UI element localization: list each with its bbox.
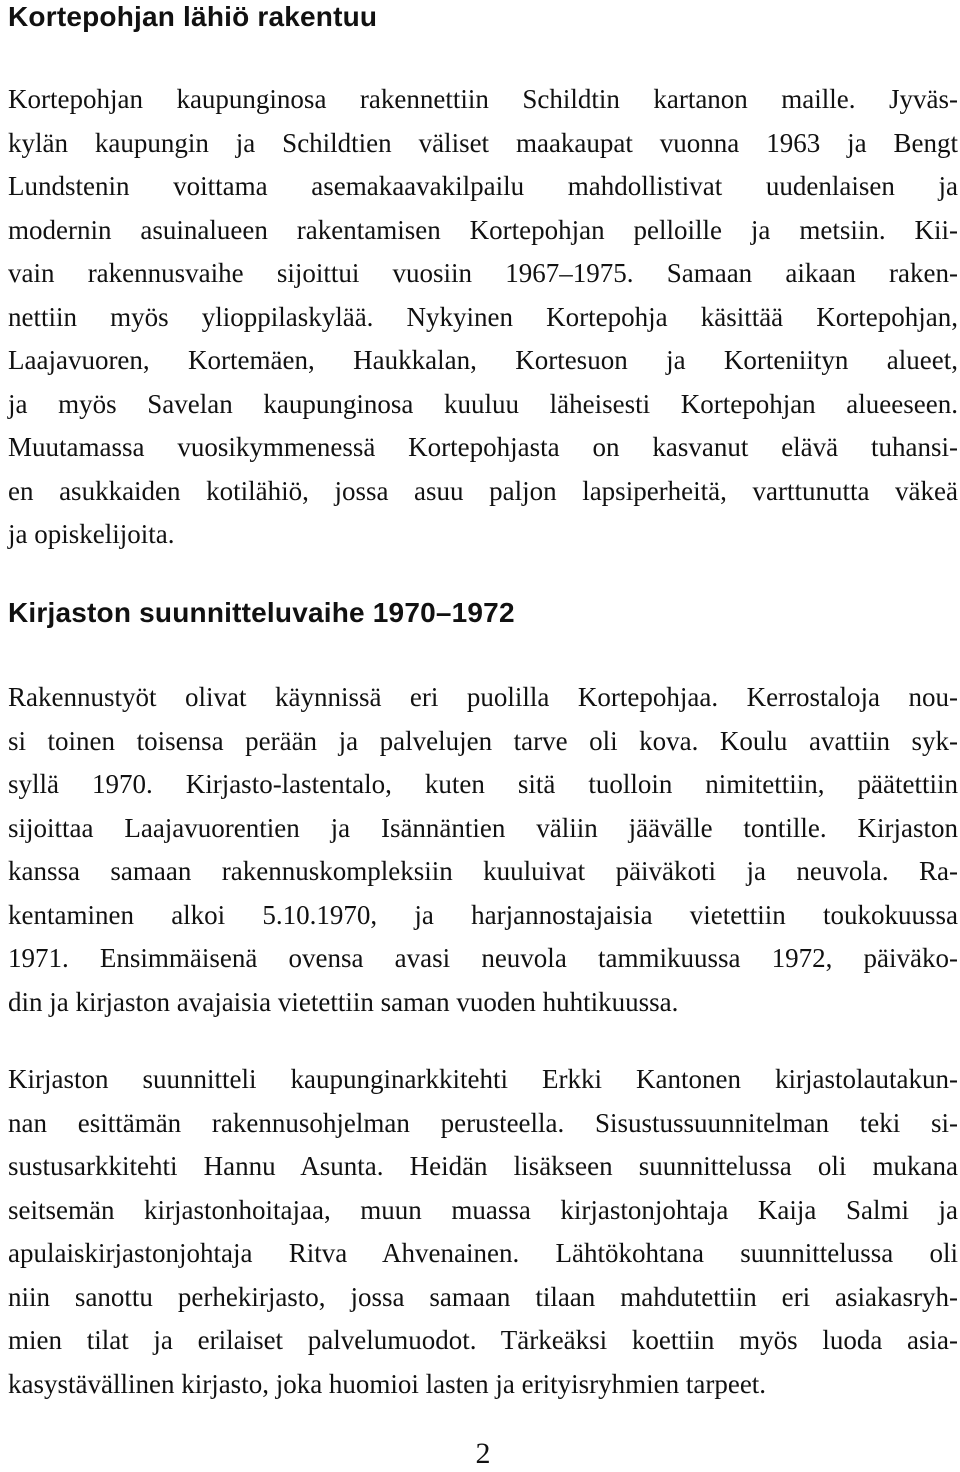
text-line: seitsemän kirjastonhoitajaa, muun muassa kirjastonjohtaja Kaija Salmi ja <box>8 1194 958 1225</box>
text-line: Rakennustyöt olivat käynnissä eri puolilla Kortepohjaa. Kerrostaloja nou- <box>8 682 958 712</box>
text-line: ja myös Savelan kaupunginosa kuuluu läheisesti Kortepohjan alueeseen. <box>8 388 958 419</box>
text-line: Kirjaston suunnitteli kaupunginarkkitehti Erkki Kantonen kirjastolautakun- <box>8 1064 958 1094</box>
text-line: nan esittämän rakennusohjelman perusteella. Sisustussuunnitelman teki si- <box>8 1107 958 1138</box>
text-line: sustusarkkitehti Hannu Asunta. Heidän lisäkseen suunnittelussa oli mukana <box>8 1151 958 1181</box>
text-line: modernin asuinalueen rakentamisen Kortepohjan pelloille ja metsiin. Kii- <box>8 214 958 245</box>
paragraph <box>8 1058 958 1406</box>
text-line: sijoittaa Laajavuorentien ja Isännäntien väliin jäävälle tontille. Kirjaston <box>8 812 958 843</box>
text-line: Laajavuoren, Kortemäen, Haukkalan, Kortesuon ja Korteniityn alueet, <box>8 345 958 375</box>
text-line: mien tilat ja erilaiset palvelumuodot. Tärkeäksi koettiin myös luoda asia- <box>8 1325 958 1355</box>
text-line: Lundstenin voittama asemakaavakilpailu mahdollistivat uudenlaisen ja <box>8 171 958 201</box>
text-line: kasystävällinen kirjasto, joka huomioi lasten ja erityisryhmien tarpeet. <box>8 1368 767 1399</box>
text-line: apulaiskirjastonjohtaja Ritva Ahvenainen. Lähtökohtana suunnittelussa oli <box>8 1238 958 1268</box>
text-line: syllä 1970. Kirjasto-lastentalo, kuten sitä tuolloin nimitettiin, päätettiin <box>8 769 958 799</box>
text-line: ja opiskelijoita. <box>8 519 175 549</box>
text-line: si toinen toisensa perään ja palvelujen tarve oli kova. Koulu avattiin syk- <box>8 725 958 756</box>
page-number: 2 <box>475 1437 491 1470</box>
paragraph <box>8 676 958 1024</box>
text-line: kanssa samaan rakennuskompleksiin kuuluivat päiväkoti ja neuvola. Ra- <box>8 856 958 886</box>
text-line: kylän kaupungin ja Schildtien väliset maakaupat vuonna 1963 ja Bengt <box>8 127 958 158</box>
paragraph <box>8 78 958 557</box>
text-line: en asukkaiden kotilähiö, jossa asuu paljon lapsiperheitä, varttunutta väkeä <box>8 475 958 506</box>
text-line: Kortepohjan kaupunginosa rakennettiin Schildtin kartanon maille. Jyväs- <box>8 84 958 114</box>
text-line: 1971. Ensimmäisenä ovensa avasi neuvola tammikuussa 1972, päiväko- <box>8 943 958 973</box>
text-line: vain rakennusvaihe sijoittui vuosiin 1967–1975. Samaan aikaan raken- <box>8 258 958 288</box>
text-line: nettiin myös ylioppilaskylää. Nykyinen Kortepohja käsittää Kortepohjan, <box>8 301 958 332</box>
text-line: kentaminen alkoi 5.10.1970, ja harjannostajaisia vietettiin toukokuussa <box>8 899 958 930</box>
text-line: din ja kirjaston avajaisia vietettiin saman vuoden huhtikuussa. <box>8 986 679 1017</box>
section-heading: Kirjaston suunnitteluvaihe 1970–1972 <box>8 597 515 628</box>
text-line: Muutamassa vuosikymmenessä Kortepohjasta on kasvanut elävä tuhansi- <box>8 432 958 462</box>
text-line: niin sanottu perhekirjasto, jossa samaan tilaan mahdutettiin eri asiakasryh- <box>8 1281 958 1312</box>
section-heading: Kortepohjan lähiö rakentuu <box>8 1 378 32</box>
